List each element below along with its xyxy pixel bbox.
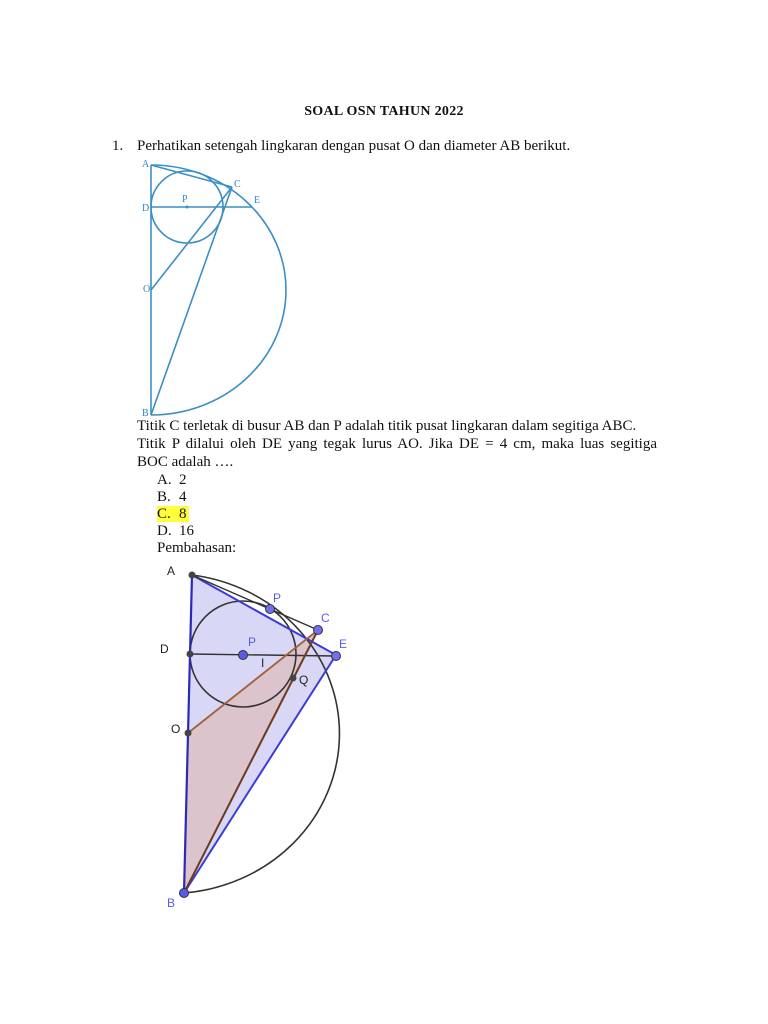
label-q-fig2: Q	[299, 673, 309, 687]
label-ptop-fig2: P	[273, 591, 282, 605]
label-c-fig1: C	[234, 179, 241, 190]
point-e-fig2	[332, 652, 341, 661]
question-number: 1.	[112, 138, 124, 154]
label-o-fig2: O	[171, 722, 181, 736]
option-d-letter: D.	[157, 523, 172, 539]
label-e-fig2: E	[339, 637, 348, 651]
option-a	[157, 472, 187, 489]
point-o-fig2	[185, 730, 192, 737]
label-e-fig1: E	[254, 195, 261, 206]
label-b-fig1: B	[142, 408, 149, 419]
option-b-value: 4	[179, 489, 187, 505]
option-d	[157, 523, 194, 540]
label-a-fig1: A	[142, 159, 150, 170]
point-p-fig2	[239, 651, 248, 660]
label-i-fig2: I	[261, 656, 265, 670]
label-p-fig2: P	[248, 635, 257, 649]
label-d-fig2: D	[160, 642, 169, 656]
segment-oc	[151, 187, 232, 290]
point-c-fig2	[314, 626, 323, 635]
explanation-label: Pembahasan:	[157, 540, 237, 556]
point-q-fig2	[290, 675, 297, 682]
point-a-fig2	[189, 572, 196, 579]
point-p-fig1	[186, 206, 189, 209]
question-text: Perhatikan setengah lingkaran dengan pusat O dan diameter AB berikut.	[137, 138, 571, 154]
label-p-fig1: P	[182, 194, 188, 205]
option-a-letter: A.	[157, 472, 172, 488]
chord-ac	[151, 165, 232, 187]
point-d-fig2	[187, 651, 194, 658]
label-o-fig1: O	[143, 284, 151, 295]
option-b-letter: B.	[157, 489, 171, 505]
option-c-letter: C.	[157, 506, 171, 522]
question-body-line-2: Titik P dilalui oleh DE yang tegak lurus AO. Jika DE = 4 cm, maka luas segitiga	[137, 436, 657, 452]
option-c-value: 8	[179, 506, 187, 522]
figure-solution-diagram	[160, 564, 347, 910]
option-c-highlight	[157, 506, 189, 522]
label-c-fig2: C	[321, 611, 330, 625]
page-title: SOAL OSN TAHUN 2022	[304, 104, 464, 119]
label-b-fig2: B	[167, 896, 176, 910]
question-body-line-3: BOC adalah ….	[137, 454, 234, 470]
option-b	[157, 489, 187, 506]
option-d-value: 16	[179, 523, 194, 539]
label-d-fig1: D	[142, 203, 150, 214]
label-a-fig2: A	[167, 564, 176, 578]
question-body-line-1: Titik C terletak di busur AB dan P adalah titik pusat lingkaran dalam segitiga ABC.	[137, 418, 637, 434]
option-a-value: 2	[179, 472, 187, 488]
semicircle-arc	[151, 165, 286, 415]
point-ptop-fig2	[266, 605, 275, 614]
point-b-fig2	[180, 889, 189, 898]
option-c	[157, 506, 189, 523]
